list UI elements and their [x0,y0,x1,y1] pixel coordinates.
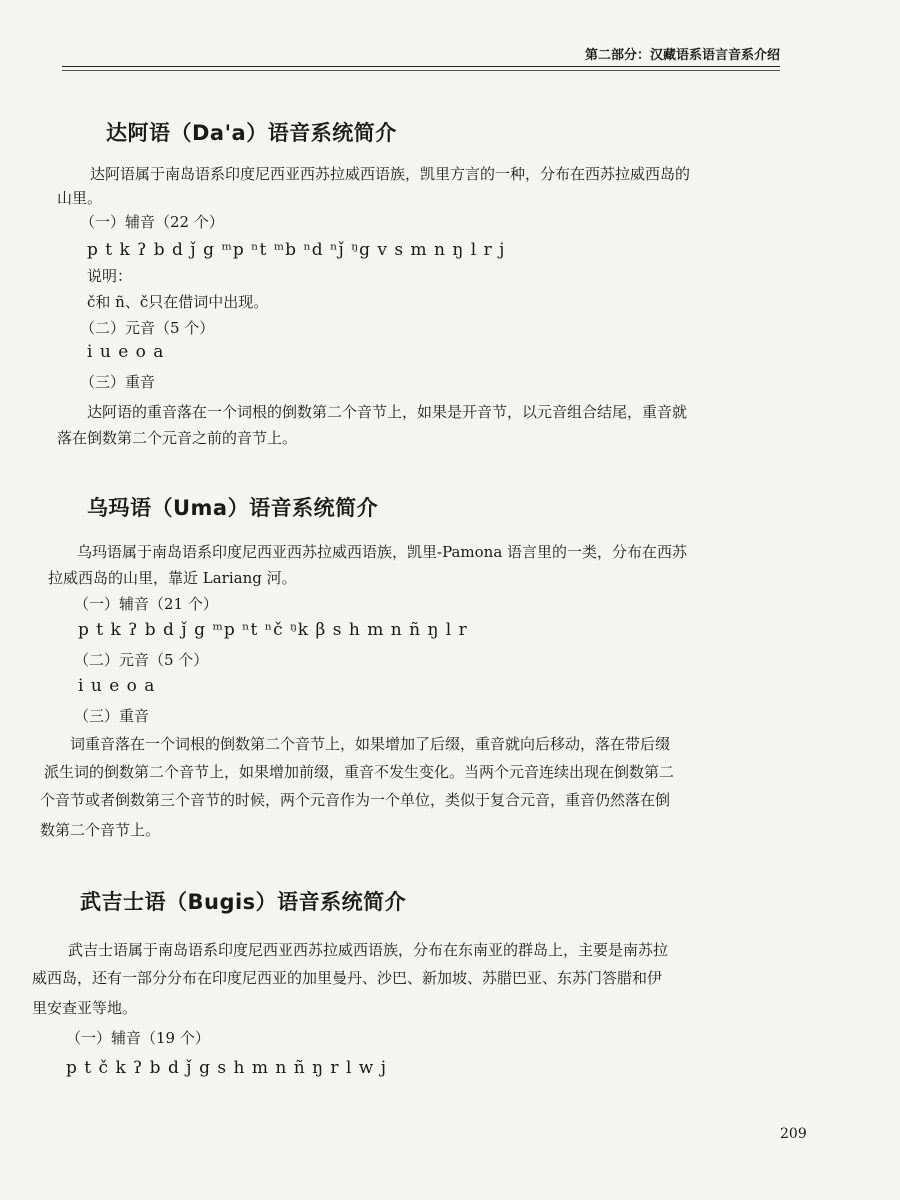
section-title: 乌玛语（Uma）语音系统简介 [87,496,379,520]
intro-line: 拉威西岛的山里，靠近 Lariang 河。 [48,569,297,587]
consonant-heading: （一）辅音（19 个） [66,1029,210,1047]
stress-line: 个音节或者倒数第三个音节的时候，两个元音作为一个单位，类似于复合元音，重音仍然落在倒 [40,791,671,809]
page-number: 209 [780,1126,807,1142]
vowel-heading: （二）元音（5 个） [74,651,209,669]
note-heading: 说明： [87,267,133,285]
consonant-inventory: p t č k ʔ b d ǰ g s h m n ñ ŋ r l w j [66,1058,388,1078]
consonant-heading: （一）辅音（21 个） [74,595,218,613]
header-rule [62,66,780,67]
consonant-inventory: p t k ʔ b d ǰ g ᵐp ⁿt ᵐb ⁿd ⁿǰ ᵑg v s m n ŋ l r j [87,240,506,260]
section-title: 武吉士语（Bugis）语音系统简介 [80,890,407,914]
intro-line: 达阿语属于南岛语系印度尼西亚西苏拉威西语族，凯里方言的一种，分布在西苏拉威西岛的 [90,165,691,183]
stress-heading: （三）重音 [80,373,156,391]
stress-line: 词重音落在一个词根的倒数第二个音节上，如果增加了后缀，重音就向后移动，落在带后缀 [70,735,671,753]
vowel-inventory: i u e o a [87,342,165,362]
note-text: č和 ñ、č只在借词中出现。 [87,293,269,311]
consonant-inventory: p t k ʔ b d ǰ g ᵐp ⁿt ⁿč ᵑk β s h m n ñ ŋ l r [78,620,468,640]
intro-line: 山里。 [57,189,103,207]
section-title: 达阿语（Da'a）语音系统简介 [106,121,397,145]
vowel-heading: （二）元音（5 个） [80,319,215,337]
intro-line: 威西岛，还有一部分分布在印度尼西亚的加里曼丹、沙巴、新加坡、苏腊巴亚、东苏门答腊和伊 [32,969,663,987]
intro-line: 乌玛语属于南岛语系印度尼西亚西苏拉威西语族，凯里-Pamona 语言里的一类，分布在西苏 [77,543,688,561]
stress-heading: （三）重音 [74,707,150,725]
consonant-heading: （一）辅音（22 个） [80,213,224,231]
stress-line: 达阿语的重音落在一个词根的倒数第二个音节上，如果是开音节，以元音组合结尾，重音就 [87,403,688,421]
intro-line: 里安查亚等地。 [32,999,138,1017]
intro-line: 武吉士语属于南岛语系印度尼西亚西苏拉威西语族，分布在东南亚的群岛上，主要是南苏拉 [68,941,669,959]
stress-line: 落在倒数第二个元音之前的音节上。 [57,429,298,447]
stress-line: 派生词的倒数第二个音节上，如果增加前缀，重音不发生变化。当两个元音连续出现在倒数第二 [44,763,675,781]
running-header: 第二部分：汉藏语系语言音系介绍 [584,48,780,63]
vowel-inventory: i u e o a [78,676,156,696]
stress-line: 数第二个音节上。 [40,821,161,839]
